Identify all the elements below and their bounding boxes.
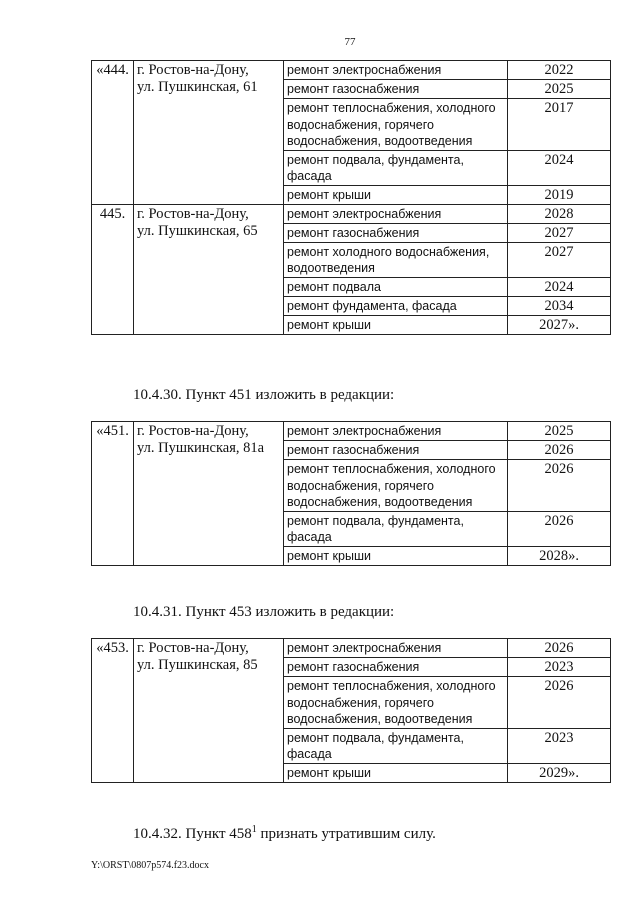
table-item-453 (91, 638, 611, 783)
work-type: ремонт электроснабжения (284, 422, 508, 441)
footer-file-path: Y:\ORST\0807p574.f23.docx (91, 860, 209, 871)
table-row (92, 61, 611, 80)
table-row (92, 204, 611, 223)
table-row (92, 639, 611, 658)
work-year: 2027 (508, 242, 611, 277)
address-city: г. Ростов-на-Дону, (137, 62, 249, 78)
item-address (134, 422, 284, 566)
work-type: ремонт подвала (284, 277, 508, 296)
paragraph-10-4-32 (133, 824, 436, 843)
address-street: ул. Пушкинская, 81а (137, 440, 265, 456)
work-type: ремонт электроснабжения (284, 639, 508, 658)
work-year: 2024 (508, 277, 611, 296)
work-year: 2034 (508, 296, 611, 315)
work-year: 2029». (508, 763, 611, 782)
table-items-444-445 (91, 60, 611, 335)
work-year: 2028 (508, 204, 611, 223)
work-type: ремонт холодного водоснабжения, водоотведения (284, 242, 508, 277)
item-number: «453. (92, 639, 134, 783)
work-type: ремонт крыши (284, 185, 508, 204)
work-type: ремонт газоснабжения (284, 658, 508, 677)
table-item-451 (91, 421, 611, 566)
address-street: ул. Пушкинская, 85 (137, 657, 258, 673)
paragraph-10-4-32-main: 10.4.32. Пункт 458 (133, 826, 252, 842)
work-type: ремонт крыши (284, 763, 508, 782)
page-number: 77 (344, 36, 356, 48)
work-year: 2019 (508, 185, 611, 204)
work-type: ремонт фундамента, фасада (284, 296, 508, 315)
work-type: ремонт газоснабжения (284, 80, 508, 99)
item-number: «444. (92, 61, 134, 205)
work-type: ремонт теплоснабжения, холодного водоснабжения, горячего водоснабжения, водоотведения (284, 99, 508, 151)
work-year: 2025 (508, 80, 611, 99)
paragraph-10-4-31: 10.4.31. Пункт 453 изложить в редакции: (133, 604, 395, 620)
work-type: ремонт подвала, фундамента, фасада (284, 728, 508, 763)
address-street: ул. Пушкинская, 61 (137, 79, 258, 95)
work-type: ремонт теплоснабжения, холодного водоснабжения, горячего водоснабжения, водоотведения (284, 677, 508, 729)
item-number: 445. (92, 204, 134, 334)
item-address (134, 204, 284, 334)
work-type: ремонт электроснабжения (284, 204, 508, 223)
item-address (134, 61, 284, 205)
work-year: 2027». (508, 315, 611, 334)
work-year: 2022 (508, 61, 611, 80)
work-year: 2025 (508, 422, 611, 441)
work-year: 2028». (508, 546, 611, 565)
work-type: ремонт подвала, фундамента, фасада (284, 150, 508, 185)
address-city: г. Ростов-на-Дону, (137, 640, 249, 656)
item-address (134, 639, 284, 783)
address-street: ул. Пушкинская, 65 (137, 222, 258, 239)
table-row (92, 422, 611, 441)
item-number: «451. (92, 422, 134, 566)
work-type: ремонт подвала, фундамента, фасада (284, 511, 508, 546)
address-city: г. Ростов-на-Дону, (137, 205, 249, 222)
superscript-1: 1 (251, 824, 257, 835)
work-type: ремонт крыши (284, 546, 508, 565)
work-year: 2023 (508, 728, 611, 763)
work-year: 2017 (508, 99, 611, 151)
paragraph-10-4-32-tail: признать утратившим силу. (256, 826, 436, 842)
address-city: г. Ростов-на-Дону, (137, 423, 249, 439)
paragraph-10-4-30: 10.4.30. Пункт 451 изложить в редакции: (133, 387, 395, 403)
work-year: 2026 (508, 441, 611, 460)
work-year: 2024 (508, 150, 611, 185)
work-type: ремонт газоснабжения (284, 441, 508, 460)
work-type: ремонт теплоснабжения, холодного водоснабжения, горячего водоснабжения, водоотведения (284, 460, 508, 512)
work-year: 2026 (508, 677, 611, 729)
work-type: ремонт электроснабжения (284, 61, 508, 80)
work-year: 2026 (508, 460, 611, 512)
work-year: 2027 (508, 223, 611, 242)
work-year: 2023 (508, 658, 611, 677)
work-type: ремонт газоснабжения (284, 223, 508, 242)
work-year: 2026 (508, 639, 611, 658)
work-type: ремонт крыши (284, 315, 508, 334)
work-year: 2026 (508, 511, 611, 546)
